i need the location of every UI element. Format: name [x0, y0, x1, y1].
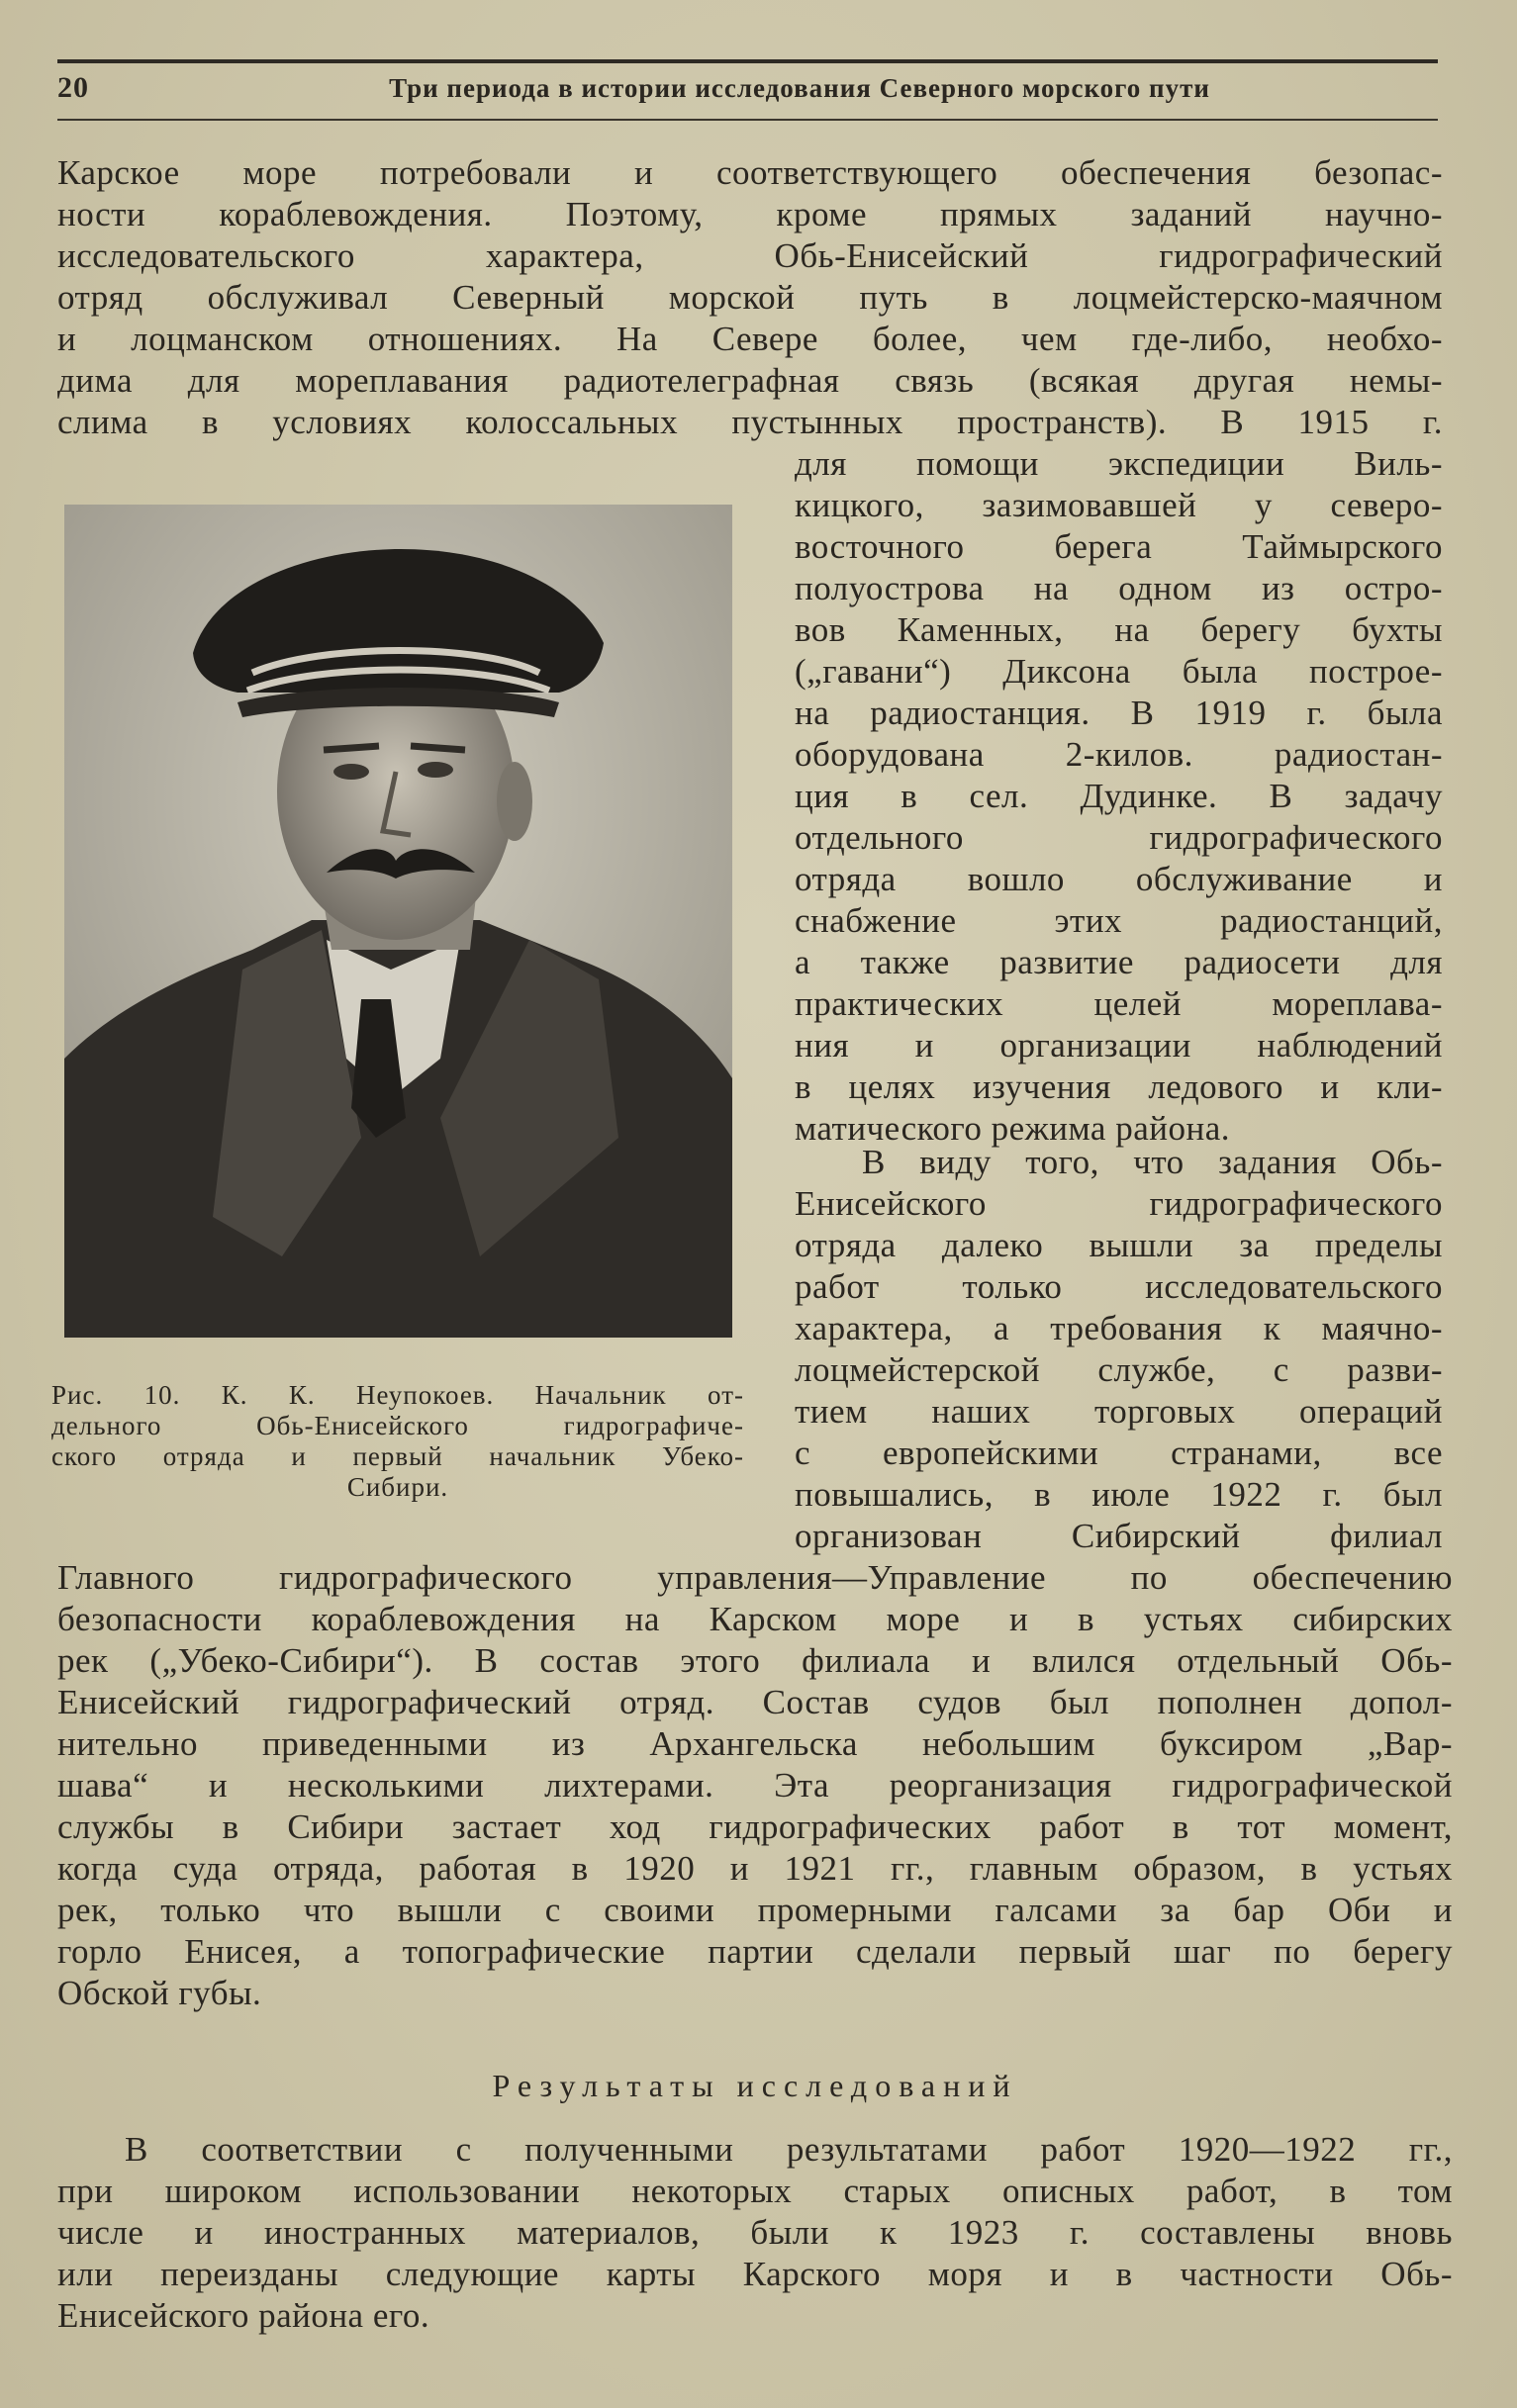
text-line: отряд обслуживал Северный морской путь в лоцмейстерско-маячном: [57, 278, 1443, 317]
text-line: тием наших торговых операций: [795, 1392, 1443, 1431]
text-line: Главного гидрографического управления—Управление по обеспечению: [57, 1558, 1453, 1597]
text-line: рек („Убеко-Сибири“). В состав этого филиала и влился отдельный Обь-: [57, 1641, 1453, 1680]
figure-caption: [51, 1380, 744, 1503]
text-line: шава“ и несколькими лихтерами. Эта реорганизация гидрографической: [57, 1766, 1453, 1805]
text-line: нительно приведенными из Архангельска небольшим буксиром „Вар-: [57, 1724, 1453, 1763]
paragraph-branch: [795, 1142, 1443, 1557]
text-line: слима в условиях колоссальных пустынных пространств). В 1915 г.: [57, 403, 1443, 441]
text-line: практических целей мореплава-: [795, 984, 1443, 1023]
text-line: в целях изучения ледового и кли-: [795, 1067, 1443, 1106]
text-line: работ только исследовательского: [795, 1267, 1443, 1306]
text-line: отряда далеко вышли за пределы: [795, 1226, 1443, 1264]
text-line: кицкого, зазимовавшей у северо-: [795, 486, 1443, 524]
paragraph-radio: [795, 443, 1443, 1150]
running-title: Три периода в истории исследования Северного морского пути: [389, 73, 1210, 103]
text-line: снабжение этих радиостанций,: [795, 901, 1443, 940]
text-line: исследовательского характера, Обь-Енисейский гидрографический: [57, 236, 1443, 275]
caption-line: ского отряда и первый начальник Убеко-: [51, 1441, 744, 1471]
text-line: а также развитие радиосети для: [795, 943, 1443, 981]
text-line: восточного берега Таймырского: [795, 527, 1443, 566]
text-line: числе и иностранных материалов, были к 1923 г. составлены вновь: [57, 2213, 1453, 2252]
text-line: оборудована 2-килов. радиостан-: [795, 735, 1443, 774]
paragraph-ubeko: [57, 1557, 1453, 2014]
text-line: Карское море потребовали и соответствующего обеспечения безопас-: [57, 153, 1443, 192]
text-line: ния и организации наблюдений: [795, 1026, 1443, 1065]
caption-line: дельного Обь-Енисейского гидрографиче-: [51, 1411, 744, 1440]
text-line: Енисейский гидрографический отряд. Состав судов был пополнен допол-: [57, 1683, 1453, 1721]
text-line: безопасности кораблевождения на Карском море и в устьях сибирских: [57, 1600, 1453, 1638]
text-line: службы в Сибири застает ход гидрографических работ в тот момент,: [57, 1807, 1453, 1846]
text-line: характера, а требования к маячно-: [795, 1309, 1443, 1347]
portrait-illustration: [64, 505, 732, 1338]
caption-line: Сибири.: [346, 1472, 449, 1502]
text-line: и лоцманском отношениях. На Севере более, чем где-либо, необхо-: [57, 320, 1443, 358]
text-line: Обской губы.: [57, 1974, 262, 2012]
text-line: Енисейского гидрографического: [795, 1184, 1443, 1223]
text-line: когда суда отряда, работая в 1920 и 1921 гг., главным образом, в устьях: [57, 1849, 1453, 1888]
portrait-photo: [64, 505, 732, 1338]
text-line: Енисейского района его.: [57, 2296, 430, 2335]
paragraph-intro: [57, 152, 1443, 443]
caption-line: Рис. 10. К. К. Неупокоев. Начальник от-: [51, 1380, 744, 1410]
text-line: организован Сибирский филиал: [795, 1517, 1443, 1555]
page-number: 20: [57, 71, 89, 104]
text-line: ция в сел. Дудинке. В задачу: [795, 777, 1443, 815]
text-line: лоцмейстерской службе, с разви-: [795, 1350, 1443, 1389]
text-line: рек, только что вышли с своими промерными галсами за бар Оби и: [57, 1891, 1453, 1929]
text-line: повышались, в июле 1922 г. был: [795, 1475, 1443, 1514]
text-line: В соответствии с полученными результатами работ 1920—1922 гг.,: [125, 2130, 1453, 2169]
text-line: полуострова на одном из остро-: [795, 569, 1443, 607]
text-line: или переизданы следующие карты Карского моря и в частности Обь-: [57, 2255, 1453, 2293]
text-line: отряда вошло обслуживание и: [795, 860, 1443, 898]
text-line: горло Енисея, а топографические партии сделали первый шаг по берегу: [57, 1932, 1453, 1971]
text-line: на радиостанция. В 1919 г. была: [795, 694, 1443, 732]
running-header: [57, 59, 1438, 121]
text-line: для помощи экспедиции Виль-: [795, 444, 1443, 483]
text-line: с европейскими странами, все: [795, 1434, 1443, 1472]
text-line: вов Каменных, на берегу бухты: [795, 610, 1443, 649]
section-heading: Результаты исследований: [492, 2068, 1018, 2103]
text-line: при широком использовании некоторых старых описных работ, в том: [57, 2172, 1453, 2210]
text-line: В виду того, что задания Обь-: [862, 1143, 1443, 1181]
paragraph-results: [57, 2129, 1453, 2337]
text-line: („гавани“) Диксона была построе-: [795, 652, 1443, 691]
text-line: матического режима района.: [795, 1109, 1230, 1148]
text-line: дима для мореплавания радиотелеграфная связь (всякая другая немы-: [57, 361, 1443, 400]
text-line: ности кораблевождения. Поэтому, кроме прямых заданий научно-: [57, 195, 1443, 233]
text-line: отдельного гидрографического: [795, 818, 1443, 857]
